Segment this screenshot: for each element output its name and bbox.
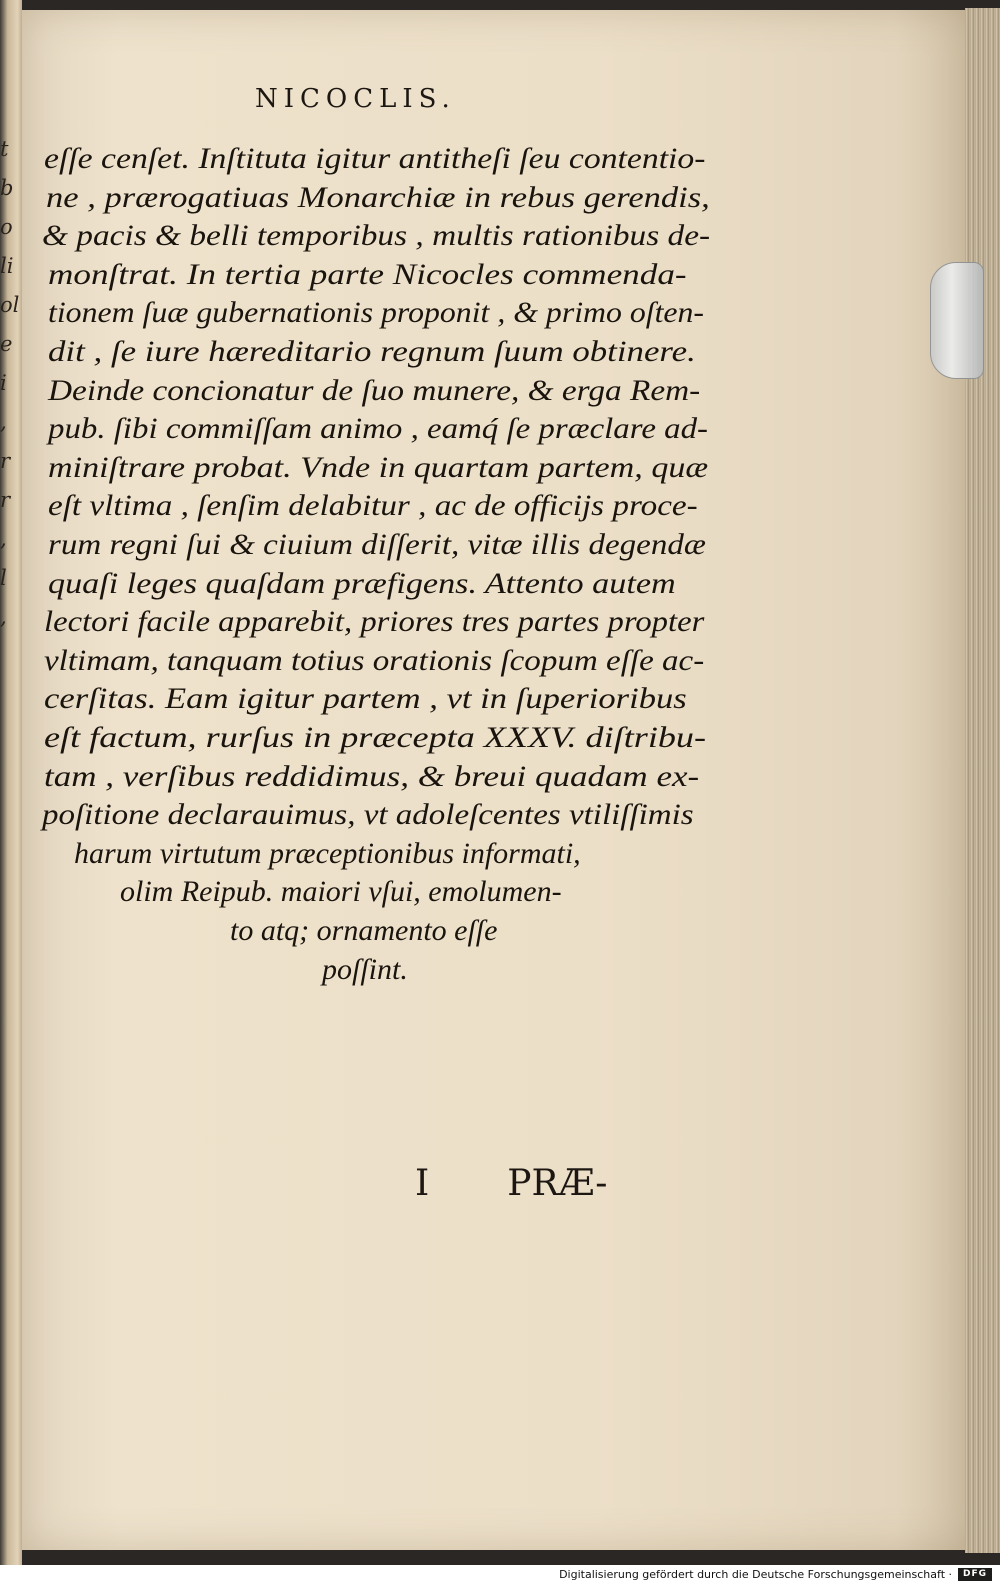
funding-credit: Digitalisierung gefördert durch die Deutsche Forschungsgemeinschaft ·: [559, 1568, 952, 1581]
text-line: poſitione declarauimus, vt adoleſcentes vtiliſſimis: [42, 798, 694, 832]
text-line: olim Reipub. maiori vſui, emolumen-: [120, 875, 562, 909]
signature-mark: I: [415, 1163, 430, 1204]
page-edges: [965, 8, 1000, 1553]
text-line: tionem ſuæ gubernationis proponit , & primo oſten-: [48, 296, 705, 330]
text-line: lectori facile apparebit, priores tres partes propter: [44, 605, 705, 639]
text-line: poſſint.: [322, 952, 408, 986]
running-title: NICOCLIS.: [255, 84, 456, 114]
text-line: eſſe cenſet. Inſtituta igitur antitheſi ſeu contentio-: [44, 142, 706, 175]
facing-page-edge: [0, 0, 22, 1565]
text-line: pub. ſibi commiſſam animo , eamq́ ſe præclare ad-: [48, 412, 708, 446]
text-line: eſt vltima , ſenſim delabitur , ac de officijs proce-: [48, 489, 698, 523]
dfg-logo: DFG: [958, 1568, 992, 1581]
text-line: dit , ſe iure hæreditario regnum ſuum obtinere.: [48, 335, 696, 368]
text-line: quaſi leges quaſdam præfigens. Attento autem: [48, 566, 676, 600]
text-line: eſt factum, rurſus in præcepta XXXV. diſtribu-: [44, 721, 707, 754]
page-foot: [415, 1163, 607, 1204]
text-line: to atq; ornamento eſſe: [230, 914, 498, 947]
digitization-footer: [0, 1565, 1000, 1585]
text-line: rum regni ſui & ciuium diſſerit, vitæ illis degendæ: [48, 528, 706, 561]
facing-page-text: t b o li ol e i , r r , l ,: [0, 137, 20, 629]
text-line: monſtrat. In tertia parte Nicocles commenda-: [48, 257, 687, 291]
text-line: Deinde concionatur de ſuo munere, & erga Rem-: [48, 373, 701, 407]
text-line: miniſtrare probat. Vnde in quartam partem, quæ: [48, 450, 709, 484]
text-line: tam , verſibus reddidimus, & breui quadam ex-: [44, 759, 700, 793]
text-line: cerſitas. Eam igitur partem , vt in ſuperioribus: [44, 682, 687, 716]
text-line: harum virtutum præceptionibus informati,: [74, 836, 581, 870]
text-line: vltimam, tanquam totius orationis ſcopum eſſe ac-: [44, 643, 705, 677]
catchword: PRÆ-: [507, 1163, 608, 1204]
text-line: ne , prærogatiuas Monarchiæ in rebus gerendis,: [46, 180, 710, 214]
text-line: & pacis & belli temporibus , multis rationibus de-: [42, 219, 711, 253]
page-clip: [930, 262, 984, 379]
